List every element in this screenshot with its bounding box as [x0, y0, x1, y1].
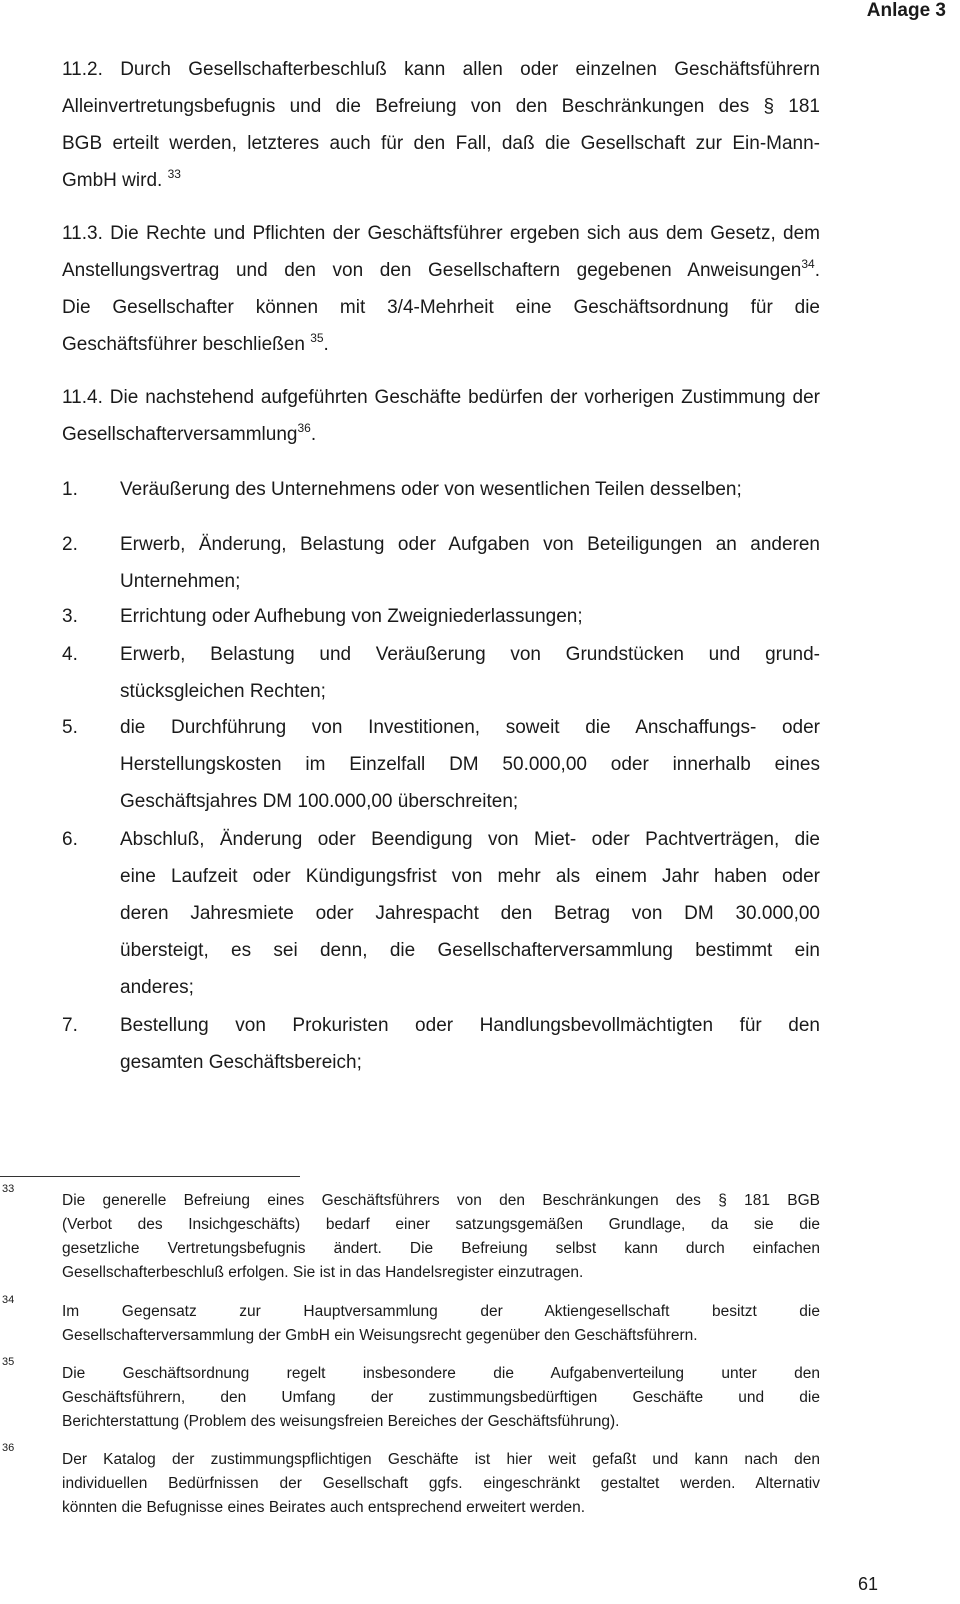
- text-line: Gesellschafterversammlung der GmbH ein Weisungsrecht gegenüber den Geschäftsführern.: [62, 1327, 698, 1344]
- list-item-text: [120, 636, 820, 710]
- line-text: BGB erteilt werden, letzteres auch für den Fall, daß die Gesellschaft zur Ein-Mann-: [62, 133, 820, 154]
- text-line: [62, 88, 820, 125]
- list-number: 7.: [62, 1015, 78, 1036]
- line-text: Gesellschafterversammlung: [62, 424, 298, 445]
- text-line: Die Geschäftsordnung regelt insbesondere die Aufgabenverteilung unter den: [62, 1365, 820, 1382]
- text-line: Gesellschafterbeschluß erfolgen. Sie ist in das Handelsregister einzutragen.: [62, 1264, 584, 1281]
- text-line: gesamten Geschäftsbereich;: [120, 1052, 362, 1073]
- text-line: gesetzliche Vertretungsbefugnis ändert. Die Befreiung selbst kann durch einfachen: [62, 1240, 820, 1257]
- footnote-ref: 35: [310, 331, 324, 345]
- text-line: [62, 125, 820, 162]
- line-text-end: .: [814, 260, 820, 281]
- line-text: Anstellungsvertrag und den von den Gesellschaftern gegebenen Anweisungen: [62, 260, 802, 281]
- text-line: [62, 416, 820, 453]
- list-item-text: [120, 526, 820, 600]
- paragraph: [62, 215, 820, 363]
- text-line: Berichterstattung (Problem des weisungsfreien Bereiches der Geschäftsführung).: [62, 1413, 620, 1430]
- list-number: 1.: [62, 479, 78, 500]
- list-number: 6.: [62, 829, 78, 850]
- footnote-number: 35: [2, 1356, 15, 1368]
- line-text-end: .: [323, 334, 329, 355]
- text-line: [62, 215, 820, 252]
- list-item-text: [120, 1007, 820, 1081]
- line-text: 11.3. Die Rechte und Pflichten der Geschäftsführer ergeben sich aus dem Gesetz, dem: [62, 223, 820, 244]
- footnote-number: 33: [2, 1183, 15, 1195]
- text-line: Der Katalog der zustimmungspflichtigen Geschäfte ist hier weit gefaßt und kann nach den: [62, 1451, 820, 1468]
- text-line: Erwerb, Belastung und Veräußerung von Grundstücken und grund-: [120, 644, 820, 665]
- footnote-number: 36: [2, 1442, 15, 1454]
- text-line: Im Gegensatz zur Hauptversammlung der Aktiengesellschaft besitzt die: [62, 1303, 820, 1320]
- text-line: [62, 51, 820, 88]
- page-number: 61: [857, 1574, 878, 1594]
- text-line: Die generelle Befreiung eines Geschäftsführers von den Beschränkungen des § 181 BGB: [62, 1192, 820, 1209]
- list-item-text: [120, 821, 820, 1006]
- line-text: Geschäftsführer beschließen: [62, 334, 311, 355]
- text-line: Bestellung von Prokuristen oder Handlungsbevollmächtigten für den: [120, 1015, 820, 1036]
- text-line: anderes;: [120, 977, 194, 998]
- line-text: 11.2. Durch Gesellschafterbeschluß kann allen oder einzelnen Geschäftsführern: [62, 59, 820, 80]
- footnote-number: 34: [2, 1294, 15, 1306]
- text-line: Veräußerung des Unternehmens oder von wesentlichen Teilen desselben;: [120, 479, 742, 500]
- footnote-ref: 34: [801, 257, 815, 271]
- annex-label: Anlage 3: [866, 0, 946, 21]
- footnote-ref: 36: [297, 421, 311, 435]
- footnote-text: [62, 1189, 820, 1285]
- paragraph: [62, 51, 820, 199]
- text-line: [62, 379, 820, 416]
- text-line: Geschäftsjahres DM 100.000,00 überschreiten;: [120, 791, 519, 812]
- text-line: [62, 326, 820, 363]
- line-text-end: .: [310, 424, 317, 445]
- text-line: Errichtung oder Aufhebung von Zweigniederlassungen;: [120, 606, 583, 627]
- text-line: eine Laufzeit oder Kündigungsfrist von mehr als einem Jahr haben oder: [120, 866, 820, 887]
- footnote-text: [62, 1448, 820, 1520]
- list-number: 4.: [62, 644, 78, 665]
- footnote-divider: [0, 1176, 300, 1177]
- text-line: [62, 252, 820, 289]
- text-line: individuellen Bedürfnissen der Gesellschaft ggfs. eingeschränkt gestaltet werden. Alternativ: [62, 1475, 820, 1492]
- text-line: Unternehmen;: [120, 571, 241, 592]
- text-line: Abschluß, Änderung oder Beendigung von Miet- oder Pachtverträgen, die: [120, 829, 820, 850]
- text-line: deren Jahresmiete oder Jahrespacht den Betrag von DM 30.000,00: [120, 903, 820, 924]
- list-number: 2.: [62, 534, 78, 555]
- text-line: die Durchführung von Investitionen, soweit die Anschaffungs- oder: [120, 717, 820, 738]
- list-number: 3.: [62, 606, 78, 627]
- footnote-text: [62, 1362, 820, 1434]
- text-line: übersteigt, es sei denn, die Gesellschafterversammlung bestimmt ein: [120, 940, 820, 961]
- text-line: [62, 289, 820, 326]
- text-line: [62, 162, 820, 199]
- text-line: könnten die Befugnisse eines Beirates auch entsprechend erweitert werden.: [62, 1499, 586, 1516]
- footnote-ref: 33: [167, 167, 181, 181]
- line-text: 11.4. Die nachstehend aufgeführten Geschäfte bedürfen der vorherigen Zustimmung der: [62, 387, 820, 408]
- list-item-text: [120, 598, 820, 635]
- text-line: Erwerb, Änderung, Belastung oder Aufgaben von Beteiligungen an anderen: [120, 534, 820, 555]
- text-line: stücksgleichen Rechten;: [120, 681, 326, 702]
- list-item-text: [120, 471, 820, 508]
- line-text: Die Gesellschafter können mit 3/4-Mehrheit eine Geschäftsordnung für die: [62, 297, 820, 318]
- paragraph: [62, 379, 820, 453]
- text-line: (Verbot des Insichgeschäfts) bedarf einer satzungsgemäßen Grundlage, da sie die: [62, 1216, 820, 1233]
- line-text: Alleinvertretungsbefugnis und die Befreiung von den Beschränkungen des § 181: [62, 96, 820, 117]
- footnote-text: [62, 1300, 820, 1348]
- line-text: GmbH wird.: [62, 170, 168, 191]
- list-number: 5.: [62, 717, 78, 738]
- text-line: Herstellungskosten im Einzelfall DM 50.000,00 oder innerhalb eines: [120, 754, 820, 775]
- text-line: Geschäftsführern, den Umfang der zustimmungsbedürftigen Geschäfte und die: [62, 1389, 820, 1406]
- list-item-text: [120, 709, 820, 820]
